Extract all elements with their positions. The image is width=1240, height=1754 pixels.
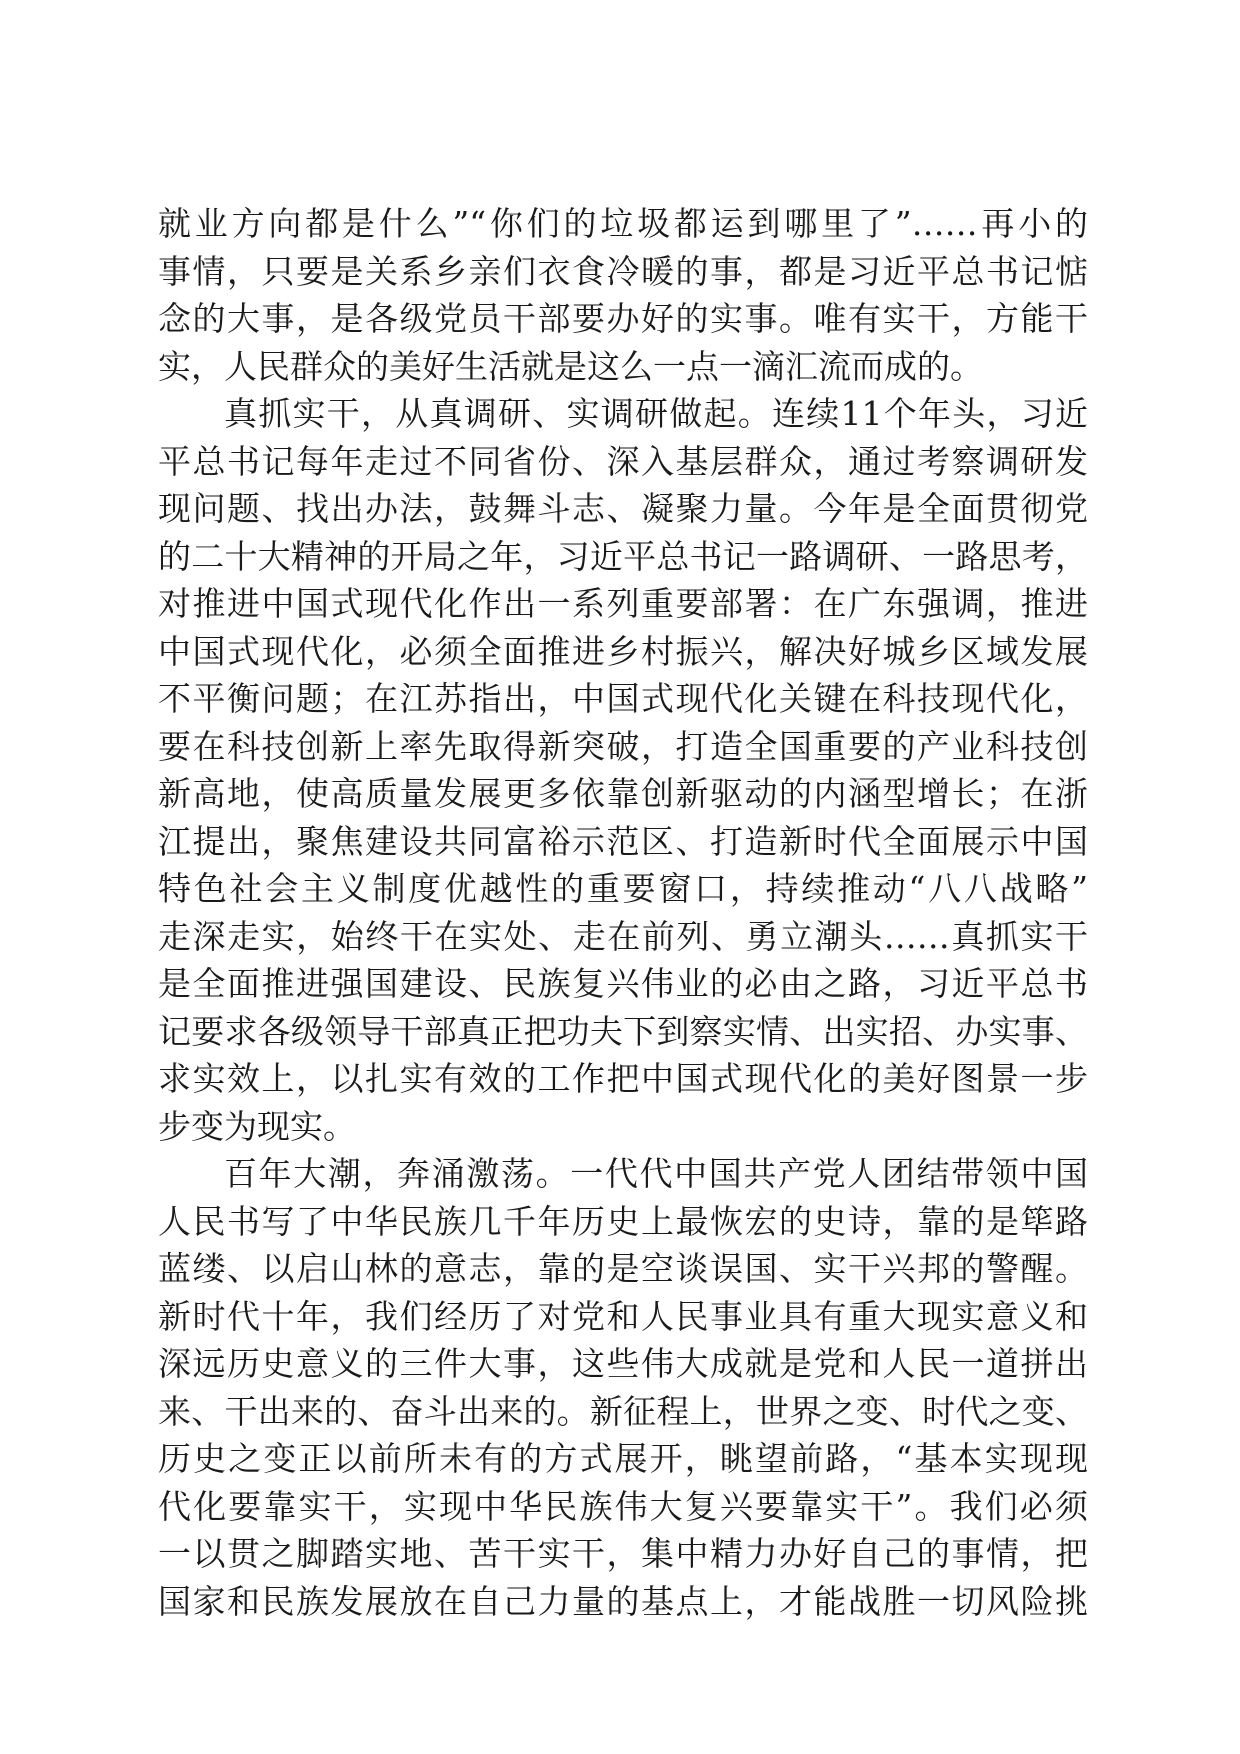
text-line: 人民书写了中华民族几千年历史上最恢宏的史诗，靠的是筚路 <box>158 1201 1088 1241</box>
paragraph-2 <box>158 390 1088 1150</box>
text-line: 江提出，聚焦建设共同富裕示范区、打造新时代全面展示中国 <box>158 821 1088 861</box>
text-line: 念的大事，是各级党员干部要办好的实事。唯有实干，方能干 <box>158 299 1088 338</box>
paragraph-1 <box>158 200 1088 390</box>
text-line: 走深走实，始终干在实处、走在前列、勇立潮头……真抓实干 <box>158 916 1088 956</box>
text-line: 步变为现实。 <box>158 1106 356 1146</box>
text-line: 一以贯之脚踏实地、苦干实干，集中精力办好自己的事情，把 <box>158 1534 1088 1573</box>
text-line: 真抓实干，从真调研、实调研做起。连续11个年头，习近 <box>224 394 1088 433</box>
text-line: 特色社会主义制度优越性的重要窗口，持续推动“八八战略” <box>158 869 1088 908</box>
text-line: 新时代十年，我们经历了对党和人民事业具有重大现实意义和 <box>158 1296 1088 1336</box>
text-line: 历史之变正以前所未有的方式展开，眺望前路，“基本实现现 <box>158 1439 1088 1478</box>
text-line: 现问题、找出办法，鼓舞斗志、凝聚力量。今年是全面贯彻党 <box>158 489 1088 528</box>
text-line: 深远历史意义的三件大事，这些伟大成就是党和人民一道拼出 <box>158 1344 1088 1383</box>
text-line: 中国式现代化，必须全面推进乡村振兴，解决好城乡区域发展 <box>158 631 1088 671</box>
text-line: 新高地，使高质量发展更多依靠创新驱动的内涵型增长；在浙 <box>158 774 1088 813</box>
text-line: 就业方向都是什么”“你们的垃圾都运到哪里了”……再小的 <box>158 204 1088 243</box>
text-line: 实，人民群众的美好生活就是这么一点一滴汇流而成的。 <box>158 346 983 386</box>
text-line: 对推进中国式现代化作出一系列重要部署：在广东强调，推进 <box>158 584 1088 623</box>
text-line: 记要求各级领导干部真正把功夫下到察实情、出实招、办实事、 <box>158 1011 1088 1051</box>
text-line: 代化要靠实干，实现中华民族伟大复兴要靠实干”。我们必须 <box>158 1486 1088 1526</box>
text-line: 平总书记每年走过不同省份、深入基层群众，通过考察调研发 <box>158 441 1088 481</box>
text-line: 要在科技创新上率先取得新突破，打造全国重要的产业科技创 <box>158 726 1088 766</box>
paragraph-3 <box>158 1150 1088 1625</box>
text-line: 是全面推进强国建设、民族复兴伟业的必由之路，习近平总书 <box>158 964 1088 1003</box>
text-line: 来、干出来的、奋斗出来的。新征程上，世界之变、时代之变、 <box>158 1391 1088 1431</box>
text-line: 蓝缕、以启山林的意志，靠的是空谈误国、实干兴邦的警醒。 <box>158 1249 1088 1288</box>
text-line: 的二十大精神的开局之年，习近平总书记一路调研、一路思考， <box>158 536 1088 576</box>
text-line: 国家和民族发展放在自己力量的基点上，才能战胜一切风险挑 <box>158 1581 1088 1621</box>
text-line: 事情，只要是关系乡亲们衣食冷暖的事，都是习近平总书记惦 <box>158 251 1088 291</box>
document-body <box>158 200 1088 1625</box>
text-line: 不平衡问题；在江苏指出，中国式现代化关键在科技现代化， <box>158 679 1088 718</box>
text-line: 百年大潮，奔涌激荡。一代代中国共产党人团结带领中国 <box>224 1154 1088 1193</box>
text-line: 求实效上，以扎实有效的工作把中国式现代化的美好图景一步 <box>158 1059 1088 1098</box>
